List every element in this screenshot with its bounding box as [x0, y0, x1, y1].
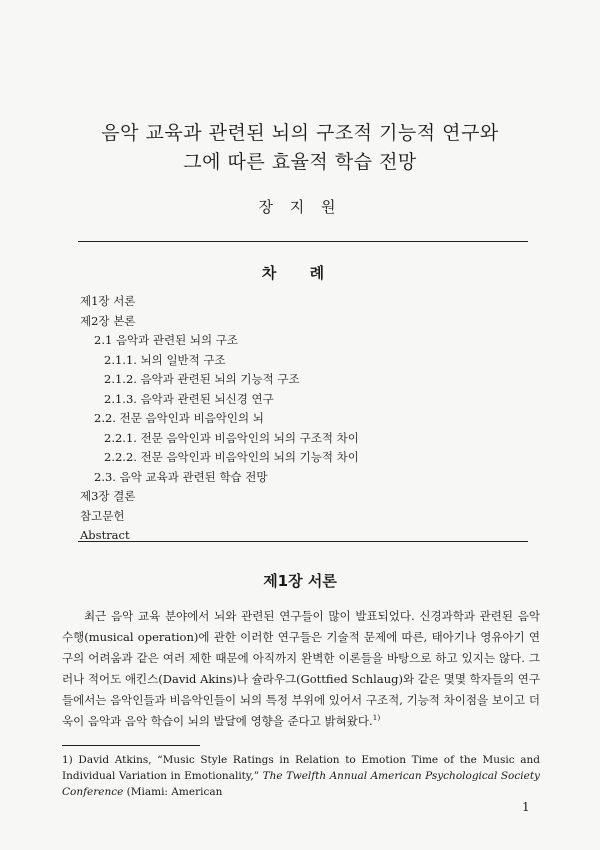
- toc-bottom-rule: [78, 541, 528, 542]
- toc-item[interactable]: 2.1.3. 음악과 관련된 뇌신경 연구: [104, 391, 274, 406]
- footnote-text: David Atkins, “Music Style Ratings in Relation to Emotion Time of the Music and Individual Variation in Emotionality,”: [62, 754, 540, 782]
- toc-item[interactable]: 2.3. 음악 교육과 관련된 학습 전망: [94, 469, 268, 484]
- paper-title-line-2: 그에 따른 효율적 학습 전망: [183, 151, 417, 173]
- chapter-heading: 제1장 서론: [263, 572, 337, 590]
- footnote-marker: 1): [62, 754, 73, 766]
- toc-item[interactable]: 참고문헌: [80, 508, 125, 523]
- body-paragraph: [62, 606, 540, 732]
- toc-heading: 차 례: [261, 264, 339, 282]
- author-name: 장 지 원: [258, 198, 342, 216]
- footnote-rule: [62, 745, 200, 746]
- paper-title-line-1: 음악 교육과 관련된 뇌의 구조적 기능적 연구와: [101, 122, 499, 144]
- toc-item[interactable]: 제2장 본론: [80, 313, 136, 328]
- footnote-text-end: (Miami: American: [126, 786, 223, 798]
- toc-item[interactable]: 제3장 결론: [80, 489, 136, 503]
- toc-item[interactable]: Abstract: [80, 528, 130, 542]
- toc-item[interactable]: 2.1 음악과 관련된 뇌의 구조: [94, 333, 238, 347]
- toc-item[interactable]: 2.1.2. 음악과 관련된 뇌의 기능적 구조: [104, 372, 300, 386]
- footnote-reference[interactable]: 1): [372, 713, 381, 723]
- toc-item[interactable]: 2.2.1. 전문 음악인과 비음악인의 뇌의 구조적 차이: [104, 430, 359, 445]
- footnote: [62, 752, 540, 800]
- toc-item[interactable]: 2.2.2. 전문 음악인과 비음악인의 뇌의 기능적 차이: [104, 450, 359, 464]
- toc-top-rule: [78, 241, 528, 242]
- table-of-contents: [80, 292, 530, 546]
- toc-item[interactable]: 2.1.1. 뇌의 일반적 구조: [104, 352, 226, 367]
- toc-item[interactable]: 제1장 서론: [80, 294, 136, 308]
- footnote-italic-title: The Twelfth Annual American Psychological Society Conference: [62, 770, 540, 798]
- page-number: 1: [522, 800, 530, 814]
- paragraph-text: 최근 음악 교육 분야에서 뇌와 관련된 연구들이 많이 발표되었다. 신경과학과 관련된 음악 수행(musical operation)에 관한 이러한 연구들은 기술적 문제에 따른, 태아기나 영유아기 연구의 어려움과 같은 여러 제한 때문에 아직까지 완벽한 이론들을 바탕으로 하고 있지는 않다. 그러나 적어도 애킨스(David Akins)나 슐라우그(Gottfied Schlaug)와 같은 몇몇 학자들의 연구들에서는 음악인들과 비음악인들이 뇌의 특정 부위에 있어서 구조적, 기능적 차이점을 보이고 더욱이 음악과 음악 학습이 뇌의 발달에 영향을 준다고 밝혀왔다.: [62, 609, 540, 728]
- toc-item[interactable]: 2.2. 전문 음악인과 비음악인의 뇌: [94, 411, 264, 425]
